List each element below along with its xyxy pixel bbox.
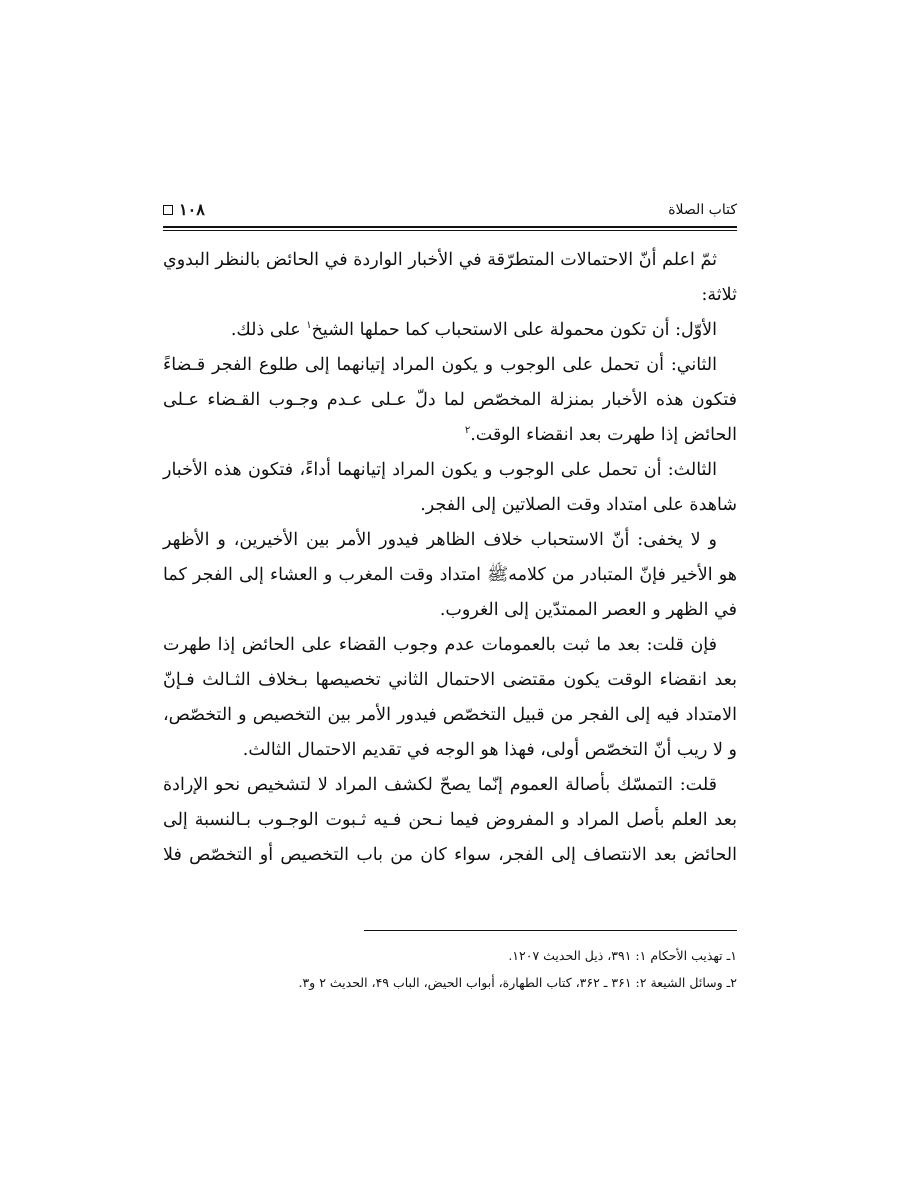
text-line: الثاني: أن تحمل على الوجوب و يكون المراد إتيانهما إلى طلوع الفجر قـضاءً [163,355,717,375]
paragraph-third-possibility [163,453,737,523]
text-line: ثلاثة: [701,285,737,305]
text-line: فتكون هذه الأخبار بمنزلة المخصّص لما دلّ عـلى عـدم وجـوب القـضاء عـلى [163,390,737,410]
running-header [163,200,737,224]
text-line: في الظهر و العصر الممتدّين إلى الغروب. [439,600,737,620]
paragraph-first-possibility [163,313,737,348]
text-line: بعد العلم بأصل المراد و المفروض فيما نـحن فـيه ثـبوت الوجـوب بـالنسبة إلى [163,810,737,830]
footnote-ref: ۱ [306,320,312,332]
text-line: و لا يخفى: أنّ الاستحباب خلاف الظاهر فيدور الأمر بين الأخيرين، و الأظهر [163,530,717,550]
paragraph-objection [163,628,737,768]
text-line [163,418,737,453]
paragraph-second-possibility [163,348,737,453]
paragraph-discussion [163,523,737,628]
header-rule-thin [163,230,737,231]
footnote-ref: ۲ [464,425,471,437]
text-line: الامتداد فيه إلى الفجر من قبيل التخصّص فيدور الأمر بين التخصيص و التخصّص، [163,705,737,725]
text-line: بعد انقضاء الوقت يكون مقتضى الاحتمال الثاني تخصيصها بـخلاف الثـالث فـإنّ [163,670,737,690]
text-line: فإن قلت: بعد ما ثبت بالعمومات عدم وجوب القضاء على الحائض إذا طهرت [163,635,717,655]
chapter-title: کتاب الصلاة [668,202,737,218]
text-line [163,313,737,348]
footnote-rule [364,930,737,931]
square-icon [163,205,173,215]
text-line: الحائض بعد الانتصاف إلى الفجر، سواء كان من باب التخصيص أو التخصّص فلا [163,845,737,865]
page-number: ۱۰۸ [179,200,205,219]
paragraph-reply [163,768,737,873]
text-line: شاهدة على امتداد وقت الصلاتين إلى الفجر. [420,495,737,515]
text-segment: الأوّل: أن تكون محمولة على الاستحباب كما حملها الشيخ [311,320,717,340]
text-segment: الحائض إذا طهرت بعد انقضاء الوقت. [470,425,737,445]
header-rule-thick [163,226,737,228]
text-line: و لا ريب أنّ التخصّص أولى، فهذا هو الوجه في تقديم الاحتمال الثالث. [242,740,737,760]
text-line: ثمّ اعلم أنّ الاحتمالات المتطرّقة في الأخبار الواردة في الحائض بالنظر البدوي [163,250,717,270]
page-number-block [163,200,205,220]
text-line: الثالث: أن تحمل على الوجوب و يكون المراد إتيانهما أداءً، فتكون هذه الأخبار [163,460,717,480]
footnote-2: ۲ـ وسائل الشيعة ۲: ۳۶۱ ـ ۳۶۲، کتاب الطهارة، أبواب الحيض، الباب ۴۹، الحديث ۲ و۳. [298,975,737,990]
text-line: قلت: التمسّك بأصالة العموم إنّما يصحّ لكشف المراد لا لتشخيص نحو الإرادة [163,775,717,795]
text-segment: على ذلك. [230,320,307,340]
main-text [163,243,737,873]
text-line: هو الأخير فإنّ المتبادر من كلامهﷺ امتداد وقت المغرب و العشاء إلى الفجر كما [163,565,737,585]
paragraph-intro [163,243,737,313]
footnote-1: ۱ـ تهذيب الأحكام ۱: ۳۹۱، ذيل الحديث ۱۲۰۷. [508,948,737,963]
footnotes [163,942,737,996]
